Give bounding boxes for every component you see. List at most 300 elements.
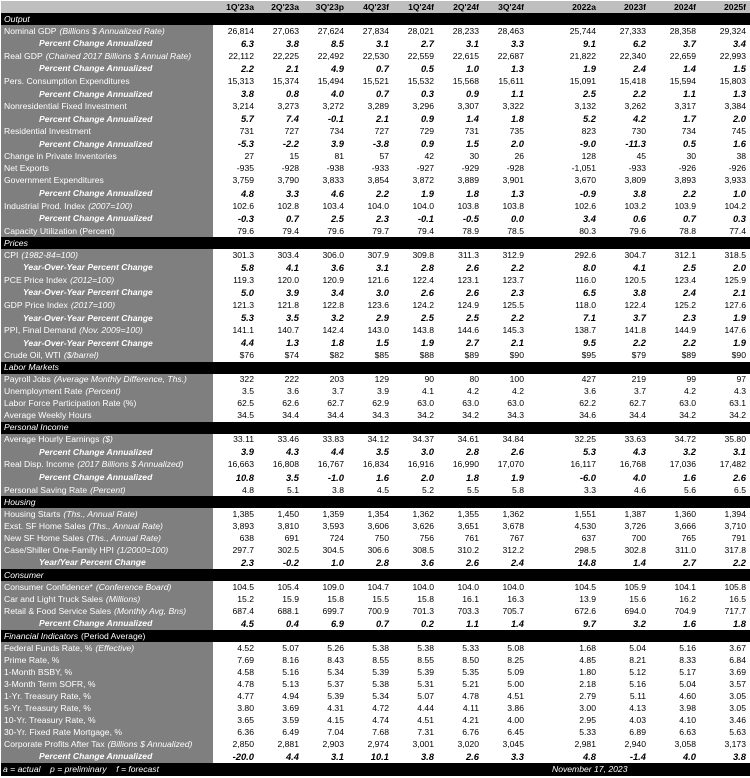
table-cell: 3.7 xyxy=(634,386,646,397)
table-cell: 22,993 xyxy=(719,50,746,61)
table-row xyxy=(1,386,750,398)
table-cell: 6.89 xyxy=(629,726,646,737)
table-row xyxy=(1,726,750,738)
row-label xyxy=(1,434,213,446)
row-label-text: Capacity Utilization (Percent) xyxy=(4,225,115,236)
table-cell: 1.6 xyxy=(375,471,389,483)
table-cell: 118.0 xyxy=(575,299,596,310)
table-cell: 27 xyxy=(244,151,254,162)
row-label-text: 10-Yr. Treasury Rate, % xyxy=(4,714,96,725)
row-label xyxy=(1,508,213,520)
table-cell: 4.1 xyxy=(632,261,646,273)
table-cell: 1,394 xyxy=(724,508,746,519)
table-cell: 122.4 xyxy=(624,299,646,310)
table-cell: 1,362 xyxy=(502,508,524,519)
table-cell: 33.83 xyxy=(322,434,344,445)
table-cell: 5.26 xyxy=(327,642,344,653)
table-cell: 2.3 xyxy=(240,556,254,568)
row-label xyxy=(1,581,213,593)
table-cell: 1,355 xyxy=(457,508,479,519)
row-label-text: Residential Investment xyxy=(4,126,91,137)
table-row xyxy=(1,200,750,212)
table-cell: -20.0 xyxy=(232,750,254,762)
section-title xyxy=(1,630,750,642)
row-label-text: 30-Yr. Fixed Rate Mortgage, % xyxy=(4,726,122,737)
table-cell: -926 xyxy=(728,163,746,174)
row-label xyxy=(1,187,213,200)
table-cell: 3,384 xyxy=(724,101,746,112)
percent-change-row xyxy=(1,62,750,75)
table-cell: 3,307 xyxy=(457,101,479,112)
row-label-unit: (Chained 2017 Billions $ Annual Rate) xyxy=(45,50,192,61)
table-cell: 15.8 xyxy=(417,593,434,604)
table-cell: 1,359 xyxy=(322,508,344,519)
table-cell: 0.7 xyxy=(682,212,696,224)
table-cell: 15.9 xyxy=(282,593,299,604)
table-cell: 3,132 xyxy=(574,101,596,112)
table-cell: 2.3 xyxy=(682,312,696,324)
table-cell: 16.1 xyxy=(462,593,479,604)
table-cell: 104.7 xyxy=(367,581,389,592)
table-cell: 127.6 xyxy=(724,299,746,310)
table-row xyxy=(1,350,750,362)
table-cell: 4.8 xyxy=(582,750,596,762)
table-cell: 1.5 xyxy=(732,63,746,74)
table-row xyxy=(1,484,750,496)
table-cell: 124.9 xyxy=(457,299,479,310)
table-cell: 688.1 xyxy=(277,605,299,616)
table-cell: 3,933 xyxy=(724,175,746,186)
table-cell: 5.09 xyxy=(507,666,524,677)
table-cell: 3,872 xyxy=(412,175,434,186)
row-label xyxy=(1,163,213,175)
section-header-row xyxy=(1,569,750,581)
row-label-unit: (Billions $ Annualized Rate) xyxy=(59,25,165,36)
table-cell: 0.7 xyxy=(375,63,389,74)
table-cell: 6.3 xyxy=(240,37,254,49)
table-cell: 104.5 xyxy=(232,581,254,592)
percent-change-row xyxy=(1,261,750,274)
table-cell: 141.1 xyxy=(232,325,254,336)
table-cell: 729 xyxy=(419,126,434,137)
column-gap xyxy=(528,187,550,200)
table-cell: 109.0 xyxy=(322,581,344,592)
row-label xyxy=(1,87,213,100)
row-label xyxy=(1,37,213,50)
column-gap xyxy=(528,212,550,225)
table-cell: 322 xyxy=(239,374,254,385)
table-cell: 6.36 xyxy=(237,726,254,737)
table-cell: 13.9 xyxy=(579,593,596,604)
column-gap xyxy=(528,75,550,87)
table-cell: -0.1 xyxy=(417,212,434,224)
table-row xyxy=(1,690,750,702)
table-cell: -933 xyxy=(371,163,389,174)
table-cell: 2.5 xyxy=(582,88,596,100)
footer-row xyxy=(1,763,750,776)
table-cell: 34.37 xyxy=(412,434,434,445)
percent-change-row xyxy=(1,336,750,349)
table-cell: 4.3 xyxy=(285,446,299,458)
table-cell: 16,834 xyxy=(362,459,389,470)
table-cell: 6.2 xyxy=(632,37,646,49)
table-cell: 3,173 xyxy=(724,738,746,749)
section-title-text: Personal Income xyxy=(4,422,69,433)
table-cell: 63.1 xyxy=(729,398,746,409)
table-cell: 1.3 xyxy=(510,187,524,199)
table-cell: 306.6 xyxy=(367,544,389,555)
section-title-text: Housing xyxy=(4,496,36,507)
table-cell: 637 xyxy=(581,532,596,543)
table-cell: 0.9 xyxy=(420,113,434,125)
row-label-text: Exst. SF Home Sales xyxy=(4,520,86,531)
table-cell: 3.9 xyxy=(330,138,344,150)
column-gap xyxy=(528,398,550,410)
table-cell: 823 xyxy=(581,126,596,137)
table-cell: 141.8 xyxy=(624,325,646,336)
table-cell: 6.45 xyxy=(507,726,524,737)
table-cell: 123.6 xyxy=(367,299,389,310)
table-cell: 767 xyxy=(509,532,524,543)
table-cell: 5.21 xyxy=(462,678,479,689)
table-cell: 5.16 xyxy=(629,678,646,689)
table-cell: 2,850 xyxy=(232,738,254,749)
table-cell: 4.2 xyxy=(684,386,696,397)
table-cell: 3.0 xyxy=(375,286,389,298)
table-cell: 5.08 xyxy=(507,642,524,653)
table-cell: -928 xyxy=(506,163,524,174)
table-cell: 4.6 xyxy=(330,187,344,199)
row-label-text: PCE Price Index xyxy=(4,274,68,285)
table-cell: 104.0 xyxy=(367,200,389,211)
table-cell: 3.3 xyxy=(285,187,299,199)
table-cell: 8.5 xyxy=(330,37,344,49)
table-cell: 120.0 xyxy=(277,274,299,285)
table-cell: 3.69 xyxy=(282,702,299,713)
table-cell: 2.2 xyxy=(632,88,646,100)
table-cell: 3.80 xyxy=(237,702,254,713)
table-cell: 34.2 xyxy=(729,410,746,421)
table-cell: 1.9 xyxy=(732,337,746,349)
table-cell: 5.6 xyxy=(684,484,696,495)
table-cell: 123.7 xyxy=(502,274,524,285)
column-gap xyxy=(528,605,550,617)
table-cell: 17,482 xyxy=(719,459,746,470)
table-row xyxy=(1,544,750,556)
table-cell: 3.8 xyxy=(332,484,344,495)
column-gap xyxy=(528,738,550,750)
column-gap xyxy=(528,666,550,678)
table-cell: 5.38 xyxy=(372,642,389,653)
table-cell: 1.6 xyxy=(682,471,696,483)
column-gap xyxy=(528,126,550,138)
column-gap xyxy=(528,163,550,175)
table-cell: 6.5 xyxy=(734,484,746,495)
table-cell: 3,296 xyxy=(412,101,434,112)
table-cell: 304.5 xyxy=(322,544,344,555)
table-row xyxy=(1,654,750,666)
row-label-text: 1-Month BSBY, % xyxy=(4,666,73,677)
row-label-text: Car and Light Truck Sales xyxy=(4,593,103,604)
table-cell: 1.80 xyxy=(579,666,596,677)
table-cell: 102.6 xyxy=(232,200,254,211)
table-cell: 121.6 xyxy=(367,274,389,285)
table-cell: 145.3 xyxy=(502,325,524,336)
table-cell: 97 xyxy=(736,374,746,385)
table-cell: 4.5 xyxy=(240,617,254,629)
table-cell: $95 xyxy=(581,350,596,361)
table-cell: 0.5 xyxy=(682,138,696,150)
table-cell: 121.8 xyxy=(277,299,299,310)
table-cell: 57 xyxy=(379,151,389,162)
row-label-unit: (Millions) xyxy=(105,593,141,604)
table-cell: 0.0 xyxy=(510,212,524,224)
table-cell: 3.7 xyxy=(332,386,344,397)
table-cell: 5.16 xyxy=(679,642,696,653)
table-cell: 27,624 xyxy=(317,25,344,36)
table-cell: 5.17 xyxy=(679,666,696,677)
table-cell: 3,214 xyxy=(232,101,254,112)
table-cell: 6.76 xyxy=(462,726,479,737)
table-cell: 63.0 xyxy=(679,398,696,409)
row-label xyxy=(1,261,213,274)
table-cell: 62.7 xyxy=(327,398,344,409)
table-cell: 21,822 xyxy=(569,50,596,61)
table-cell: 4.94 xyxy=(282,690,299,701)
footer-date: November 17, 2023 xyxy=(550,763,750,776)
percent-change-row xyxy=(1,138,750,151)
table-cell: 144.9 xyxy=(674,325,696,336)
table-cell: 203 xyxy=(329,374,344,385)
table-row xyxy=(1,605,750,617)
row-label-unit: (Ths., Annual Rate) xyxy=(88,520,163,531)
table-cell: 3,678 xyxy=(502,520,524,531)
row-label xyxy=(1,726,213,738)
table-row xyxy=(1,249,750,261)
table-cell: 1,360 xyxy=(674,508,696,519)
row-label xyxy=(1,544,213,556)
table-cell: 5.39 xyxy=(327,690,344,701)
table-cell: 3.00 xyxy=(579,702,596,713)
table-cell: 0.2 xyxy=(420,617,434,629)
table-cell: 3.69 xyxy=(729,666,746,677)
table-row xyxy=(1,738,750,750)
table-cell: 28,358 xyxy=(669,25,696,36)
column-gap xyxy=(528,593,550,605)
column-gap xyxy=(528,386,550,398)
row-label xyxy=(1,200,213,212)
table-cell: 3.05 xyxy=(729,702,746,713)
table-cell: 3.9 xyxy=(240,446,254,458)
table-cell: 311.0 xyxy=(675,544,696,555)
table-cell: 3,726 xyxy=(624,520,646,531)
table-cell: 17,070 xyxy=(497,459,524,470)
row-label xyxy=(1,410,213,422)
table-cell: 104.2 xyxy=(724,200,746,211)
table-cell: 0.4 xyxy=(285,617,299,629)
table-cell: 2.1 xyxy=(285,63,299,74)
table-cell: 3,833 xyxy=(322,175,344,186)
column-header: 2025f xyxy=(700,1,750,13)
row-label-text: Industrial Prod. Index xyxy=(4,200,86,211)
percent-change-row xyxy=(1,311,750,324)
table-cell: 3,790 xyxy=(277,175,299,186)
column-gap xyxy=(528,138,550,151)
row-label xyxy=(1,50,213,62)
row-label-unit: ($) xyxy=(102,434,113,445)
table-cell: 311.3 xyxy=(458,249,479,260)
table-cell: 310.2 xyxy=(457,544,479,555)
row-label xyxy=(1,274,213,286)
table-cell: 1.1 xyxy=(510,88,524,100)
row-label xyxy=(1,126,213,138)
row-label xyxy=(1,75,213,87)
table-cell: 22,615 xyxy=(452,50,479,61)
table-cell: 3.2 xyxy=(330,312,344,324)
table-cell: 8.43 xyxy=(327,654,344,665)
table-cell: 5.35 xyxy=(462,666,479,677)
row-label xyxy=(1,398,213,410)
row-label-unit: (Percent) xyxy=(90,484,126,495)
table-cell: 5.5 xyxy=(467,484,479,495)
table-row xyxy=(1,666,750,678)
percent-change-row xyxy=(1,471,750,484)
table-cell: 317.8 xyxy=(724,544,746,555)
row-label-text: Labor Force Participation Rate (%) xyxy=(4,398,137,409)
row-label xyxy=(1,374,213,386)
table-cell: 2.1 xyxy=(732,286,746,298)
table-cell: 5.07 xyxy=(417,690,434,701)
table-cell: 4.1 xyxy=(285,261,299,273)
table-cell: 22,659 xyxy=(669,50,696,61)
table-cell: 7.04 xyxy=(327,726,344,737)
table-cell: 4.00 xyxy=(507,714,524,725)
table-cell: 1.3 xyxy=(285,337,299,349)
table-cell: 9.7 xyxy=(582,617,596,629)
table-cell: 2.2 xyxy=(732,556,746,568)
table-cell: 1.6 xyxy=(732,138,746,150)
row-label-text: Percent Change Annualized xyxy=(39,88,153,99)
column-header: 3Q'24f xyxy=(483,1,528,13)
table-cell: -935 xyxy=(236,163,254,174)
table-cell: 79.6 xyxy=(237,225,254,236)
table-cell: 3.4 xyxy=(582,212,596,224)
section-title-text: Consumer xyxy=(4,569,44,580)
table-cell: $89 xyxy=(681,350,696,361)
table-cell: 297.7 xyxy=(232,544,254,555)
table-cell: 27,834 xyxy=(362,25,389,36)
table-cell: 3.7 xyxy=(632,312,646,324)
table-row xyxy=(1,274,750,286)
table-cell: 15.8 xyxy=(327,593,344,604)
table-cell: 298.5 xyxy=(574,544,596,555)
row-label xyxy=(1,138,213,151)
table-cell: 3,262 xyxy=(624,101,646,112)
table-row xyxy=(1,410,750,422)
table-cell: 4.3 xyxy=(734,386,746,397)
table-cell: 0.9 xyxy=(420,138,434,150)
table-cell: 30 xyxy=(469,151,479,162)
table-cell: -0.2 xyxy=(282,556,299,568)
table-cell: 4.21 xyxy=(462,714,479,725)
table-cell: 3.0 xyxy=(420,446,434,458)
table-cell: $76 xyxy=(239,350,254,361)
table-cell: -927 xyxy=(416,163,434,174)
table-cell: 15,374 xyxy=(272,75,299,86)
table-cell: 2.3 xyxy=(510,286,524,298)
column-gap xyxy=(528,100,550,112)
table-cell: 3.6 xyxy=(584,386,596,397)
table-cell: 4.11 xyxy=(462,702,479,713)
row-label-text: Average Weekly Hours xyxy=(4,410,92,421)
row-label-text: Retail & Food Service Sales xyxy=(4,605,111,616)
table-cell: 3,854 xyxy=(367,175,389,186)
table-cell: 731 xyxy=(464,126,479,137)
table-cell: 1.1 xyxy=(682,88,696,100)
table-cell: 3.8 xyxy=(285,37,299,49)
column-header: 2022a xyxy=(550,1,600,13)
row-label xyxy=(1,249,213,261)
table-cell: 125.9 xyxy=(724,274,746,285)
table-cell: 7.68 xyxy=(372,726,389,737)
column-gap xyxy=(528,532,550,544)
row-label-text: Percent Change Annualized xyxy=(39,213,153,224)
percent-change-row xyxy=(1,556,750,569)
table-cell: 16.2 xyxy=(679,593,696,604)
column-gap xyxy=(528,37,550,50)
table-cell: 80.3 xyxy=(579,225,596,236)
table-cell: 1.5 xyxy=(375,337,389,349)
table-cell: 2.5 xyxy=(465,312,479,324)
table-cell: 0.7 xyxy=(375,617,389,629)
table-cell: 2,981 xyxy=(574,738,596,749)
column-gap xyxy=(528,520,550,532)
table-cell: 16.5 xyxy=(729,593,746,604)
table-cell: 34.12 xyxy=(367,434,389,445)
table-cell: 1.1 xyxy=(465,617,479,629)
percent-change-row xyxy=(1,750,750,763)
table-cell: 734 xyxy=(329,126,344,137)
table-cell: 123.1 xyxy=(457,274,479,285)
table-cell: 80 xyxy=(469,374,479,385)
row-label-unit: (2012=100) xyxy=(70,274,115,285)
table-cell: 4.72 xyxy=(372,702,389,713)
column-gap xyxy=(528,87,550,100)
table-cell: 2.2 xyxy=(375,187,389,199)
table-cell: 312.1 xyxy=(674,249,696,260)
row-label-text: Housing Starts xyxy=(4,508,61,519)
table-cell: 3.8 xyxy=(632,187,646,199)
table-cell: 103.8 xyxy=(457,200,479,211)
table-cell: 5.34 xyxy=(372,690,389,701)
row-label-text: PPI, Final Demand xyxy=(4,325,77,336)
table-cell: 15,313 xyxy=(227,75,254,86)
table-cell: 222 xyxy=(284,374,299,385)
table-cell: 2.2 xyxy=(682,337,696,349)
row-label xyxy=(1,350,213,362)
table-cell: 734 xyxy=(681,126,696,137)
table-cell: 301.3 xyxy=(232,249,254,260)
table-cell: 7.4 xyxy=(285,113,299,125)
table-cell: 140.7 xyxy=(277,325,299,336)
table-cell: 22,225 xyxy=(272,50,299,61)
table-cell: 5.11 xyxy=(629,690,646,701)
table-cell: 312.2 xyxy=(502,544,524,555)
table-cell: 1,354 xyxy=(367,508,389,519)
row-label xyxy=(1,556,213,569)
table-cell: 34.3 xyxy=(372,410,389,421)
table-cell: 16,990 xyxy=(452,459,479,470)
